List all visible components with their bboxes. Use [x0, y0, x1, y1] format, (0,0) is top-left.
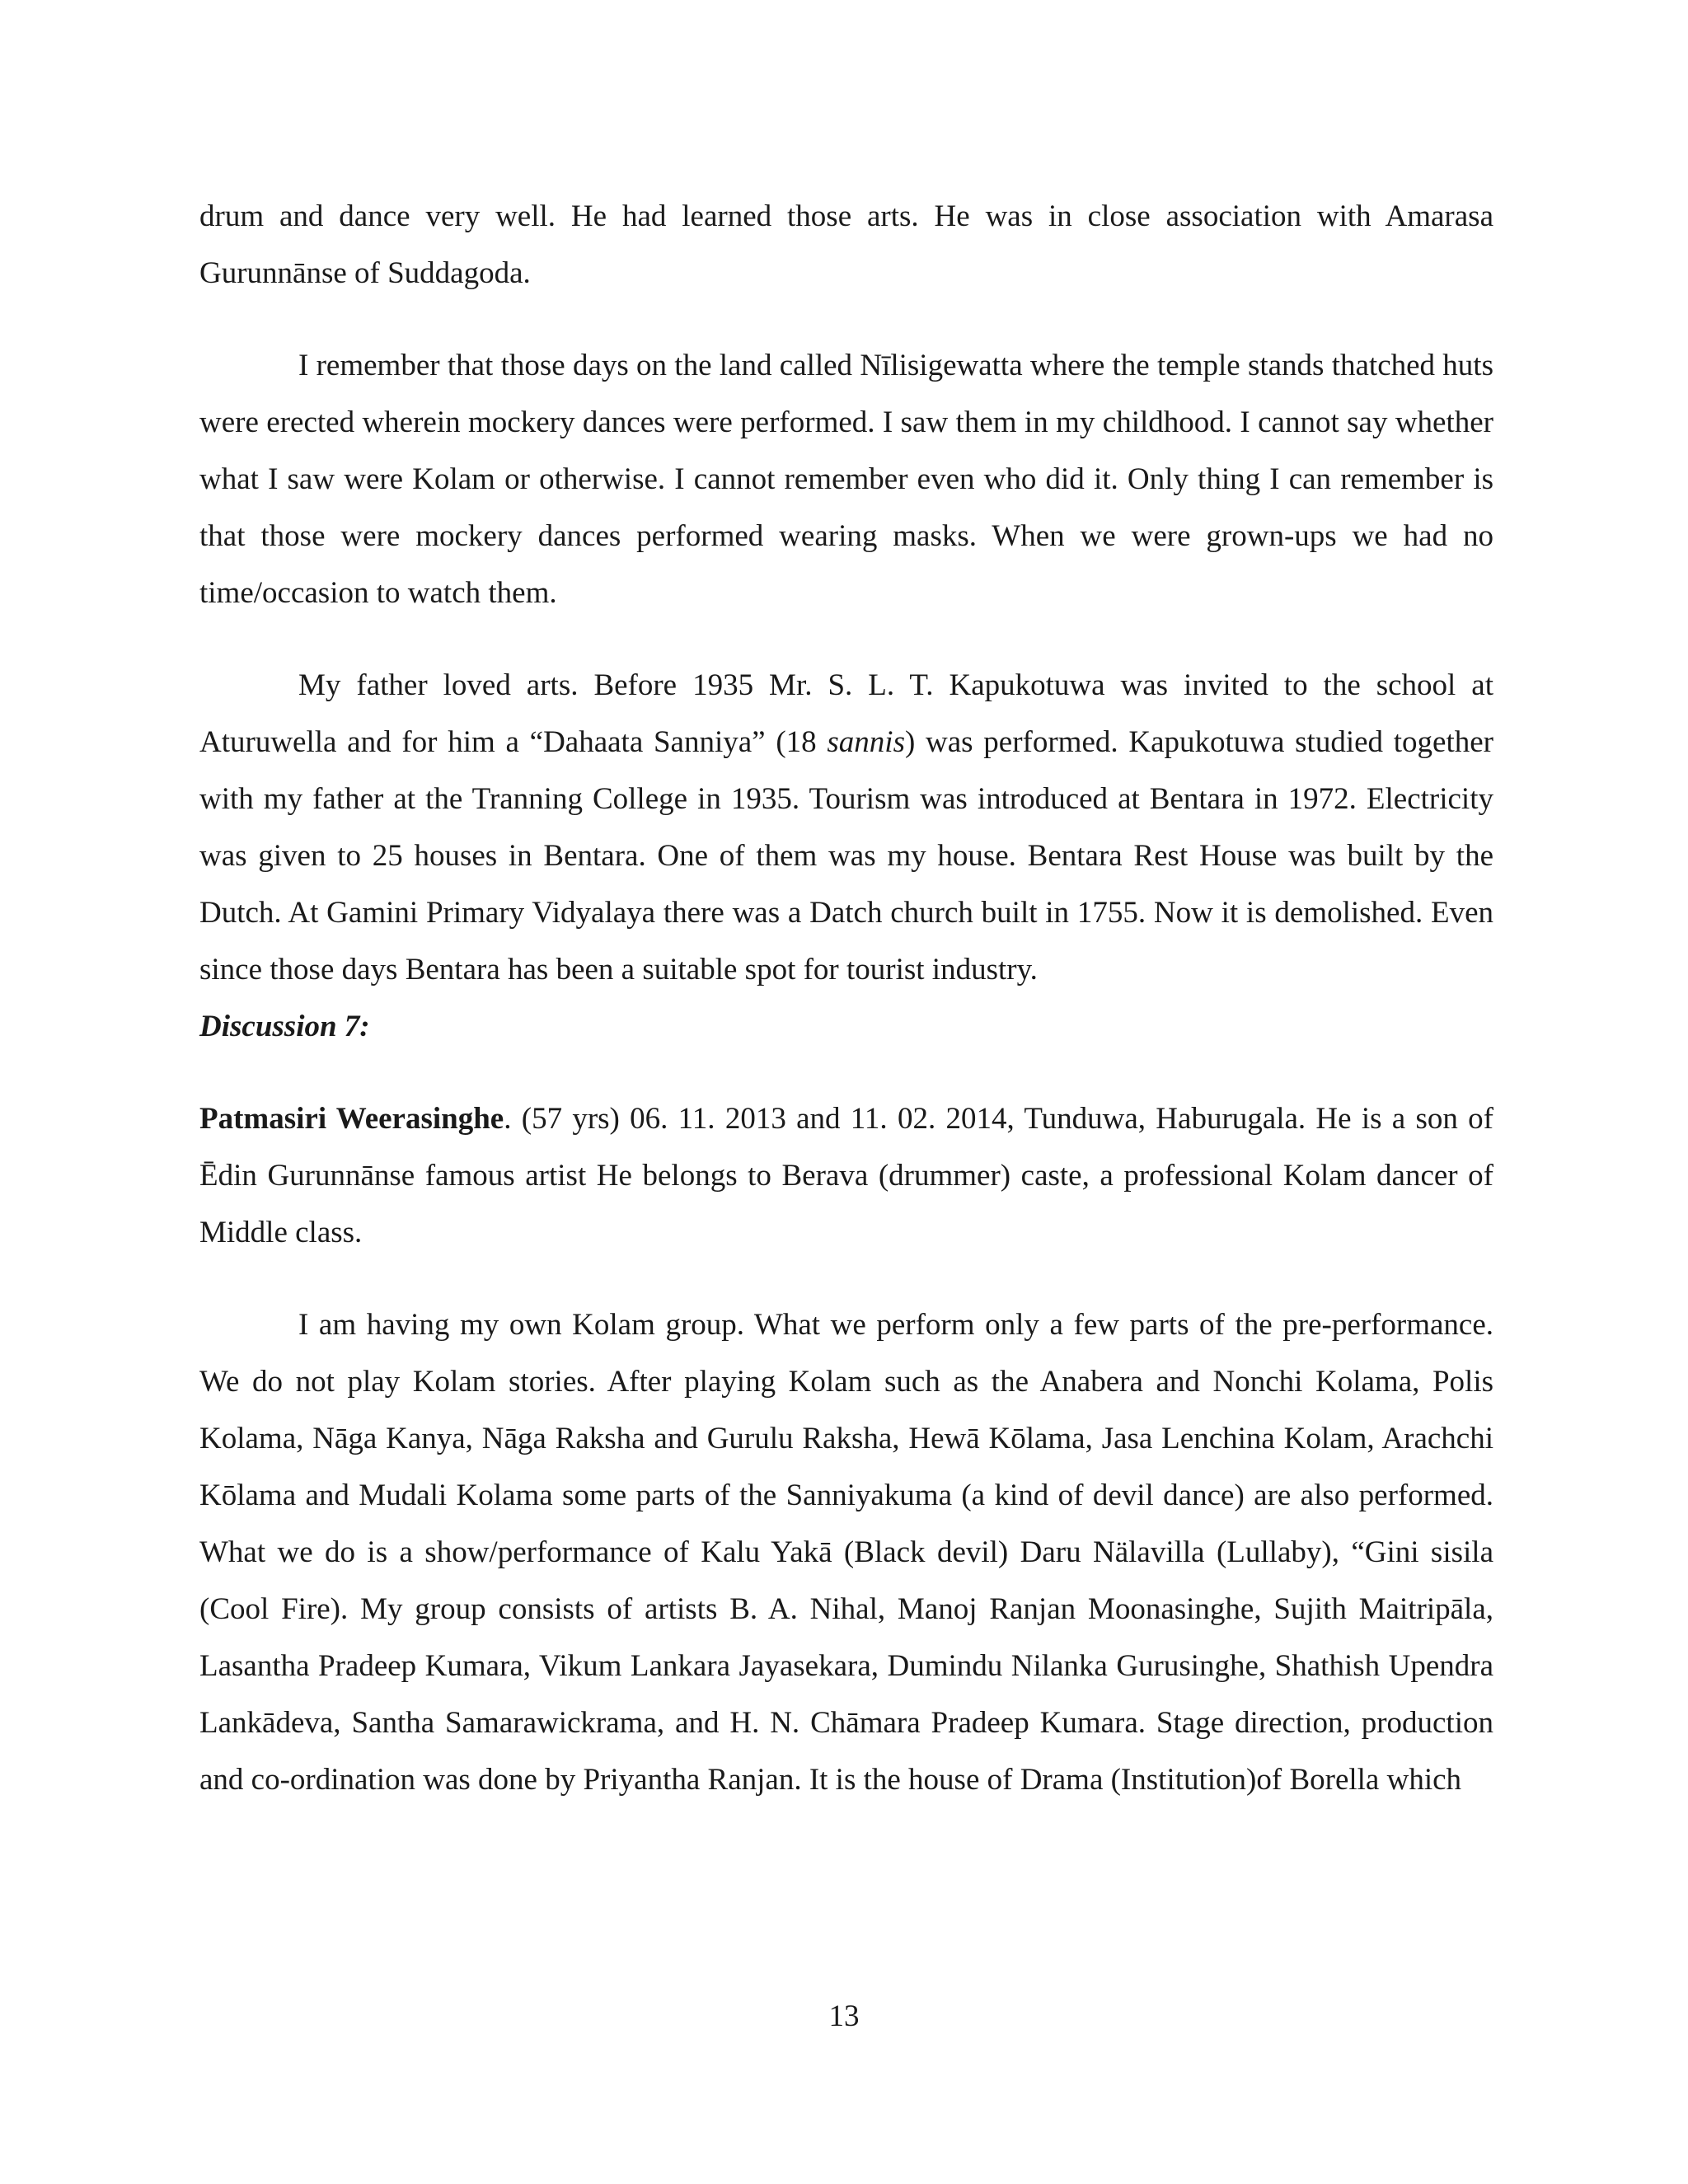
paragraph-4: [199, 1090, 1493, 1261]
paragraph-5: I am having my own Kolam group. What we perform only a few parts of the pre-performance. We do not play Kolam stories. After playing Kolam such as the Anabera and Nonchi Kolama, Polis Kolama, Nāga Kanya, Nāga Raksha and Gurulu Raksha, Hewā Kōlama, Jasa Lenchina Kolam, Arachchi Kōlama and Mudali Kolama some parts of the Sanniyakuma (a kind of devil dance) are also performed. What we do is a show/performance of Kalu Yakā (Black devil) Daru Nälavilla (Lullaby), “Gini sisila (Cool Fire). My group consists of artists B. A. Nihal, Manoj Ranjan Moonasinghe, Sujith Maitripāla, Lasantha Pradeep Kumara, Vikum Lankara Jayasekara, Dumindu Nilanka Gurusinghe, Shathish Upendra Lankādeva, Santha Samarawickrama, and H. N. Chāmara Pradeep Kumara. Stage direction, production and co-ordination was done by Priyantha Ranjan. It is the house of Drama (Institution)of Borella which: [199, 1308, 1493, 1797]
interviewee-details: . (57 yrs) 06. 11. 2013 and 11. 02. 2014, Tunduwa, Haburugala. He is a son of Ēdin Gurunnānse famous artist He belongs to Berava (drummer) caste, a professional Kolam dancer of Middle class.: [199, 1102, 1493, 1249]
section-heading: Discussion 7:: [199, 1010, 370, 1043]
paragraph-1: drum and dance very well. He had learned those arts. He was in close association with Amarasa Gurunnānse of Suddagoda.: [199, 199, 1493, 290]
paragraph-3-italic-term: sannis: [827, 725, 905, 759]
paragraph-2: I remember that those days on the land called Nīlisigewatta where the temple stands thatched huts were erected wherein mockery dances were performed. I saw them in my childhood. I cannot say whether what I saw were Kolam or otherwise. I cannot remember even who did it. Only thing I can remember is that those were mockery dances performed wearing masks. When we were grown-ups we had no time/occasion to watch them.: [199, 349, 1493, 610]
page-number: 13: [828, 1999, 860, 2033]
paragraph-3-text-end: ) was performed. Kapukotuwa studied together with my father at the Tranning College in 1935. Tourism was introduced at Bentara in 1972. Electricity was given to 25 houses in Bentara. One of them was my house. Bentara Rest House was built by the Dutch. At Gamini Primary Vidyalaya there was a Datch church built in 1755. Now it is demolished. Even since those days Bentara has been a suitable spot for tourist industry.: [199, 725, 1493, 987]
page-body: [199, 188, 1493, 1808]
paragraph-3-text-start: My father loved arts. Before 1935 Mr. S. L. T. Kapukotuwa was invited to the school at Aturuwella and for him a “Dahaata Sanniya” (18: [199, 668, 1493, 759]
interviewee-name: Patmasiri Weerasinghe: [199, 1102, 504, 1136]
paragraph-3: [199, 657, 1493, 998]
